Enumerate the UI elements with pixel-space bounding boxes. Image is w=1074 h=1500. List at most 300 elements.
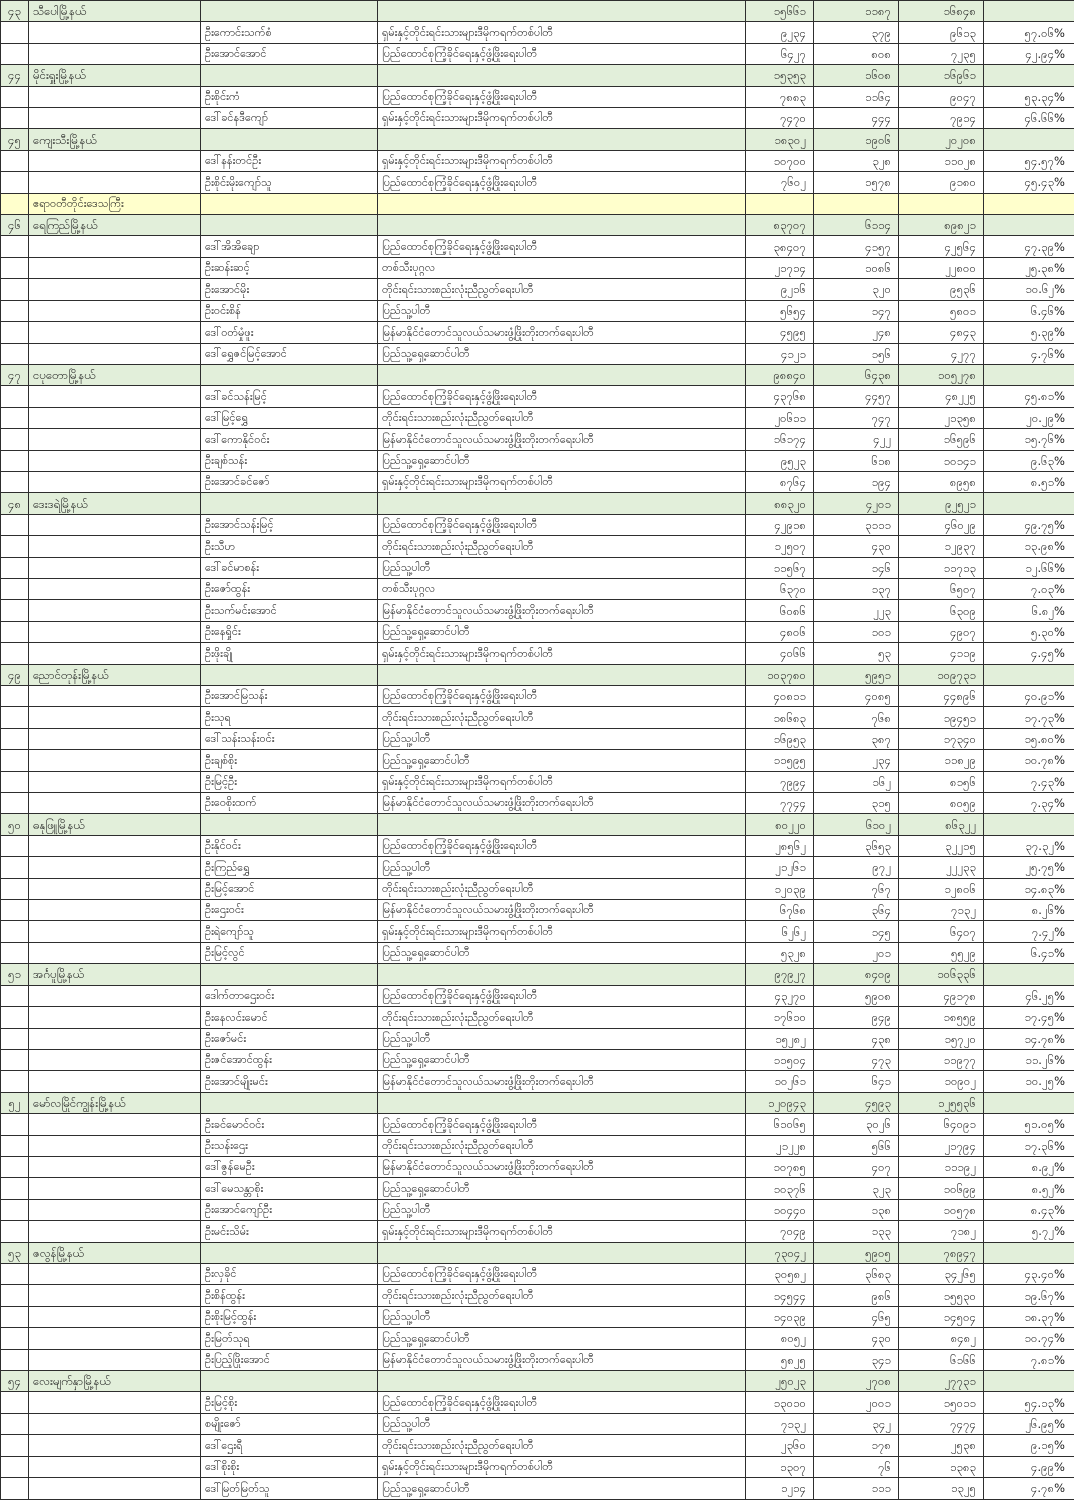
candidate-row xyxy=(1,43,1074,64)
township-name-cell: ဒေးဒရဲမြို့နယ် xyxy=(29,493,201,514)
candidate-row xyxy=(1,707,1074,728)
candidate-votes-station-cell: ၄၀၇ xyxy=(814,1156,899,1177)
candidate-votes-advance-cell: ၁၄၅၄၄ xyxy=(746,1285,814,1306)
party-name-cell: ရှမ်းနှင့်တိုင်းရင်းသားများဒီမိုကရက်တစ်ပါတီ xyxy=(378,1221,746,1242)
empty-cell xyxy=(29,1478,201,1500)
candidate-name-cell: ဦးစိုင်းမိုးကျော်သူ xyxy=(201,172,378,193)
empty-cell xyxy=(1,1178,29,1199)
candidate-votes-total-cell: ၁၀၆၉၉ xyxy=(899,1178,984,1199)
candidate-row xyxy=(1,1135,1074,1156)
candidate-votes-total-cell: ၉၆၁၃ xyxy=(899,22,984,43)
candidate-votes-advance-cell: ၆၀၈၆ xyxy=(746,600,814,621)
candidate-percent-cell: ၁၀.၇၈% xyxy=(984,750,1074,771)
candidate-votes-total-cell: ၈၄၈၂ xyxy=(899,1328,984,1349)
township-votes-station-cell: ၄၅၉၃ xyxy=(814,1092,899,1113)
township-votes-advance-cell: ၂၅၀၂၃ xyxy=(746,1371,814,1392)
candidate-votes-advance-cell: ၂၀၆၁၁ xyxy=(746,407,814,428)
candidate-votes-total-cell: ၁၅၇၂၀ xyxy=(899,1028,984,1049)
candidate-votes-advance-cell: ၆၁၀၆၅ xyxy=(746,1114,814,1135)
candidate-row xyxy=(1,386,1074,407)
candidate-votes-station-cell: ၃၁၁၁ xyxy=(814,514,899,535)
candidate-votes-advance-cell: ၃၈၄၀၇ xyxy=(746,236,814,257)
empty-cell xyxy=(984,129,1074,150)
candidate-votes-total-cell: ၇၁၃၂ xyxy=(899,900,984,921)
party-name-cell: ပြည်သူ့ရှေ့ဆောင်ပါတီ xyxy=(378,942,746,963)
candidate-votes-advance-cell: ၁၁၅၉၅ xyxy=(746,750,814,771)
candidate-votes-advance-cell: ၆၄၂၇ xyxy=(746,43,814,64)
township-name-cell: အင်္ဂပူမြို့နယ် xyxy=(29,964,201,985)
empty-cell xyxy=(29,450,201,471)
empty-cell xyxy=(29,1199,201,1220)
candidate-row xyxy=(1,857,1074,878)
candidate-votes-total-cell: ၁၀၉၀၂ xyxy=(899,1071,984,1092)
empty-cell xyxy=(1,1478,29,1500)
candidate-percent-cell: ၁၅.၈၀% xyxy=(984,728,1074,749)
candidate-percent-cell: ၄၆.၆၆% xyxy=(984,108,1074,129)
party-name-cell: ပြည်ထောင်စုကြံ့ခိုင်ရေးနှင့်ဖွံ့ဖြိုးရေးပါတီ xyxy=(378,835,746,856)
candidate-percent-cell: ၅၄.၁၃% xyxy=(984,1392,1074,1413)
empty-cell xyxy=(1,921,29,942)
candidate-name-cell: ဒေါ်နန်းတင်ဦး xyxy=(201,150,378,171)
candidate-row xyxy=(1,921,1074,942)
candidate-votes-total-cell: ၁၀၅၇၈ xyxy=(899,1199,984,1220)
candidate-percent-cell: ၇.၄၂% xyxy=(984,921,1074,942)
township-header-row xyxy=(1,129,1074,150)
party-name-cell: ပြည်သူ့ရှေ့ဆောင်ပါတီ xyxy=(378,1478,746,1500)
candidate-row xyxy=(1,750,1074,771)
candidate-votes-total-cell: ၈၁၅၆ xyxy=(899,771,984,792)
township-header-row xyxy=(1,65,1074,86)
candidate-name-cell: ဒေါ်မေသန္တာစိုး xyxy=(201,1178,378,1199)
empty-cell xyxy=(29,1071,201,1092)
empty-cell xyxy=(1,771,29,792)
candidate-votes-total-cell: ၄၂၇၇ xyxy=(899,343,984,364)
candidate-name-cell: ဦးဇော်မင်း xyxy=(201,1028,378,1049)
township-votes-total-cell: ၁၂၅၅၃၆ xyxy=(899,1092,984,1113)
candidate-percent-cell: ၅.၃၀% xyxy=(984,621,1074,642)
candidate-row xyxy=(1,1221,1074,1242)
empty-cell xyxy=(29,322,201,343)
candidate-row xyxy=(1,686,1074,707)
candidate-name-cell: ဦးလှခိုင် xyxy=(201,1263,378,1284)
party-name-cell: ပြည်သူ့ရှေ့ဆောင်ပါတီ xyxy=(378,750,746,771)
empty-cell xyxy=(984,493,1074,514)
candidate-percent-cell: ၇.၀၃% xyxy=(984,578,1074,599)
township-name-cell: ညောင်တုန်းမြို့နယ် xyxy=(29,664,201,685)
empty-cell xyxy=(29,557,201,578)
party-name-cell: ပြည်ထောင်စုကြံ့ခိုင်ရေးနှင့်ဖွံ့ဖြိုးရေးပါတီ xyxy=(378,985,746,1006)
candidate-row xyxy=(1,1306,1074,1327)
candidate-votes-station-cell: ၃၂၃ xyxy=(814,1178,899,1199)
township-votes-station-cell: ၁၆၀၈ xyxy=(814,65,899,86)
candidate-votes-advance-cell: ၄၈၀၆ xyxy=(746,621,814,642)
candidate-votes-station-cell: ၃၂၈ xyxy=(814,150,899,171)
party-name-cell: ပြည်ထောင်စုကြံ့ခိုင်ရေးနှင့်ဖွံ့ဖြိုးရေးပါတီ xyxy=(378,172,746,193)
candidate-votes-station-cell: ၇၆၇ xyxy=(814,878,899,899)
party-name-cell: ရှမ်းနှင့်တိုင်းရင်းသားများဒီမိုကရက်တစ်ပါတီ xyxy=(378,108,746,129)
candidate-name-cell: ဦးအောင်မျိုးမင်း xyxy=(201,1071,378,1092)
candidate-votes-total-cell: ၅၅၂၉ xyxy=(899,942,984,963)
candidate-votes-advance-cell: ၁၁၅၆၇ xyxy=(746,557,814,578)
empty-cell xyxy=(29,750,201,771)
party-name-cell: ရှမ်းနှင့်တိုင်းရင်းသားများဒီမိုကရက်တစ်ပါတီ xyxy=(378,643,746,664)
candidate-name-cell: ဦးဝေစိုးထက် xyxy=(201,793,378,814)
candidate-votes-advance-cell: ၃၀၅၈၂ xyxy=(746,1263,814,1284)
candidate-votes-advance-cell: ၁၀၇၀၀ xyxy=(746,150,814,171)
candidate-votes-total-cell: ၁၅၀၁၁ xyxy=(899,1392,984,1413)
party-name-cell: တိုင်းရင်းသားစည်းလုံးညီညွတ်ရေးပါတီ xyxy=(378,1135,746,1156)
township-votes-advance-cell: ၈၈၃၂၀ xyxy=(746,493,814,514)
empty-cell xyxy=(1,600,29,621)
candidate-votes-advance-cell: ၂၃၆၀ xyxy=(746,1435,814,1456)
candidate-row xyxy=(1,1392,1074,1413)
empty-cell xyxy=(29,985,201,1006)
candidate-votes-advance-cell: ၉၂၁၆ xyxy=(746,279,814,300)
candidate-percent-cell: ၁၀.၇၄% xyxy=(984,1328,1074,1349)
empty-cell xyxy=(1,985,29,1006)
township-votes-advance-cell: ၈၃၇၀၇ xyxy=(746,215,814,236)
empty-cell xyxy=(29,707,201,728)
empty-cell xyxy=(29,257,201,278)
candidate-name-cell: ဦးသန်းဌေး xyxy=(201,1135,378,1156)
empty-cell xyxy=(1,728,29,749)
candidate-percent-cell: ၅.၃၉% xyxy=(984,322,1074,343)
candidate-votes-station-cell: ၃၁၅ xyxy=(814,793,899,814)
empty-cell xyxy=(1,1328,29,1349)
candidate-name-cell: ဦးမြင့်ဦး xyxy=(201,771,378,792)
candidate-votes-total-cell: ၅၈၀၁ xyxy=(899,300,984,321)
candidate-name-cell: ဒေါ်ဝတ်မှုံဖူး xyxy=(201,322,378,343)
party-name-cell: မြန်မာနိုင်ငံတောင်သူလယ်သမားဖွံ့ဖြိုးတိုးတက်ရေးပါတီ xyxy=(378,1156,746,1177)
candidate-votes-total-cell: ၄၁၁၉ xyxy=(899,643,984,664)
township-votes-station-cell: ၁၁၈၇ xyxy=(814,1,899,22)
candidate-votes-station-cell: ၃၆၈၃ xyxy=(814,1263,899,1284)
empty-cell xyxy=(29,1221,201,1242)
candidate-votes-total-cell: ၁၆၅၉၆ xyxy=(899,429,984,450)
empty-cell xyxy=(1,343,29,364)
township-name-cell: ရေကြည်မြို့နယ် xyxy=(29,215,201,236)
empty-cell xyxy=(1,1306,29,1327)
township-votes-advance-cell: ၁၈၃၀၂ xyxy=(746,129,814,150)
candidate-percent-cell: ၅၇.၀၆% xyxy=(984,22,1074,43)
candidate-percent-cell: ၁၉.၆၇% xyxy=(984,1285,1074,1306)
party-name-cell: ပြည်ထောင်စုကြံ့ခိုင်ရေးနှင့်ဖွံ့ဖြိုးရေးပါတီ xyxy=(378,236,746,257)
serial-number-cell: ၄၆ xyxy=(1,215,29,236)
candidate-votes-station-cell: ၂၀၀၁ xyxy=(814,1392,899,1413)
candidate-row xyxy=(1,236,1074,257)
candidate-votes-total-cell: ၄၈၂၂၅ xyxy=(899,386,984,407)
candidate-votes-station-cell: ၅၆၆ xyxy=(814,1135,899,1156)
candidate-votes-station-cell: ၄၃၈ xyxy=(814,1028,899,1049)
candidate-votes-total-cell: ၉၁၈၀ xyxy=(899,172,984,193)
candidate-percent-cell: ၁၀.၂၅% xyxy=(984,1071,1074,1092)
candidate-row xyxy=(1,793,1074,814)
candidate-votes-station-cell: ၃၆၄ xyxy=(814,900,899,921)
candidate-votes-station-cell: ၁၉၄ xyxy=(814,471,899,492)
candidate-name-cell: ဦးအောင်သန်းမြင့် xyxy=(201,514,378,535)
candidate-votes-station-cell: ၁၇၈ xyxy=(814,1435,899,1456)
township-header-row xyxy=(1,1371,1074,1392)
party-name-cell: ပြည်သူ့ရှေ့ဆောင်ပါတီ xyxy=(378,450,746,471)
serial-number-cell: ၅၁ xyxy=(1,964,29,985)
candidate-name-cell: ဦးမင်းသိမ်း xyxy=(201,1221,378,1242)
empty-cell xyxy=(1,578,29,599)
empty-cell xyxy=(1,1114,29,1135)
empty-cell xyxy=(1,450,29,471)
candidate-votes-total-cell: ၃၄၂၆၅ xyxy=(899,1263,984,1284)
candidate-name-cell: ဦးပြည့်ဖြိုးအောင် xyxy=(201,1349,378,1370)
candidate-row xyxy=(1,942,1074,963)
candidate-percent-cell: ၁၅.၇၆% xyxy=(984,429,1074,450)
candidate-percent-cell: ၁၇.၄၅% xyxy=(984,1007,1074,1028)
township-name-cell: ဓနုဖြူမြို့နယ် xyxy=(29,814,201,835)
party-name-cell: တစ်သီးပုဂ္ဂလ xyxy=(378,257,746,278)
empty-cell xyxy=(1,407,29,428)
empty-cell xyxy=(29,343,201,364)
candidate-votes-advance-cell: ၇၄၇၀ xyxy=(746,108,814,129)
candidate-row xyxy=(1,108,1074,129)
candidate-row xyxy=(1,1456,1074,1477)
candidate-row xyxy=(1,771,1074,792)
candidate-votes-total-cell: ၁၁၉၇၇ xyxy=(899,1049,984,1070)
empty-cell xyxy=(984,364,1074,385)
empty-cell xyxy=(1,643,29,664)
party-name-cell: ရှမ်းနှင့်တိုင်းရင်းသားများဒီမိုကရက်တစ်ပါတီ xyxy=(378,471,746,492)
empty-cell xyxy=(1,1221,29,1242)
empty-cell xyxy=(201,129,378,150)
candidate-votes-total-cell: ၄၉၀၇ xyxy=(899,621,984,642)
candidate-percent-cell: ၂၅.၃၈% xyxy=(984,257,1074,278)
candidate-percent-cell: ၄၂.၉၄% xyxy=(984,43,1074,64)
candidate-name-cell: ဦးနိုင်ဝင်း xyxy=(201,835,378,856)
empty-cell xyxy=(1,1263,29,1284)
township-name-cell: မိုင်းရှူးမြို့နယ် xyxy=(29,65,201,86)
candidate-votes-advance-cell: ၆၂၆၂ xyxy=(746,921,814,942)
party-name-cell: ပြည်သူ့ပါတီ xyxy=(378,1199,746,1220)
empty-cell xyxy=(1,471,29,492)
empty-cell xyxy=(1,750,29,771)
candidate-votes-station-cell: ၂၀၁ xyxy=(814,942,899,963)
empty-cell xyxy=(378,664,746,685)
empty-cell xyxy=(378,814,746,835)
township-votes-station-cell: ၅၉၅၁ xyxy=(814,664,899,685)
region-name-cell: ဧရာဝတီတိုင်းဒေသကြီး xyxy=(29,193,201,214)
candidate-name-cell: ဦးစိန်ထွန်း xyxy=(201,1285,378,1306)
candidate-row xyxy=(1,1478,1074,1500)
candidate-percent-cell: ၄၀.၉၁% xyxy=(984,686,1074,707)
candidate-percent-cell: ၄၉.၇၅% xyxy=(984,514,1074,535)
candidate-name-cell: ဦးဇင်အောင်ထွန်း xyxy=(201,1049,378,1070)
township-votes-advance-cell: ၁၅၃၅၃ xyxy=(746,65,814,86)
empty-cell xyxy=(1,857,29,878)
empty-cell xyxy=(1,1007,29,1028)
empty-cell xyxy=(1,236,29,257)
empty-cell xyxy=(29,771,201,792)
empty-cell xyxy=(1,1456,29,1477)
candidate-votes-station-cell: ၁၁၁ xyxy=(814,1478,899,1500)
candidate-votes-station-cell: ၉၄၉ xyxy=(814,1007,899,1028)
candidate-votes-total-cell: ၁၁၈၂၉ xyxy=(899,750,984,771)
candidate-name-cell: ဦးနေရှိုင်း xyxy=(201,621,378,642)
candidate-votes-station-cell: ၄၃၀ xyxy=(814,1328,899,1349)
township-votes-station-cell: ၈၄၀၉ xyxy=(814,964,899,985)
empty-cell xyxy=(378,65,746,86)
empty-cell xyxy=(29,108,201,129)
serial-number-cell: ၅၄ xyxy=(1,1371,29,1392)
candidate-votes-station-cell: ၄၇၃ xyxy=(814,1049,899,1070)
empty-cell xyxy=(29,1413,201,1434)
party-name-cell: ပြည်ထောင်စုကြံ့ခိုင်ရေးနှင့်ဖွံ့ဖြိုးရေးပါတီ xyxy=(378,1392,746,1413)
empty-cell xyxy=(1,1285,29,1306)
candidate-name-cell: ဒေါ်စိုးစိုး xyxy=(201,1456,378,1477)
township-name-cell: လေးမျက်နှာမြို့နယ် xyxy=(29,1371,201,1392)
candidate-percent-cell: ၄.၇၈% xyxy=(984,1478,1074,1500)
candidate-votes-advance-cell: ၉၂၃၄ xyxy=(746,22,814,43)
candidate-percent-cell: ၆.၈၂% xyxy=(984,600,1074,621)
empty-cell xyxy=(29,386,201,407)
candidate-row xyxy=(1,578,1074,599)
candidate-percent-cell: ၇.၈၁% xyxy=(984,1349,1074,1370)
party-name-cell: ပြည်ထောင်စုကြံ့ခိုင်ရေးနှင့်ဖွံ့ဖြိုးရေးပါတီ xyxy=(378,386,746,407)
empty-cell xyxy=(1,322,29,343)
candidate-votes-total-cell: ၇၂၃၅ xyxy=(899,43,984,64)
party-name-cell: တိုင်းရင်းသားစည်းလုံးညီညွတ်ရေးပါတီ xyxy=(378,1007,746,1028)
candidate-votes-station-cell: ၁၅၇၈ xyxy=(814,172,899,193)
candidate-votes-total-cell: ၁၃၈၃ xyxy=(899,1456,984,1477)
empty-cell xyxy=(29,1135,201,1156)
empty-cell xyxy=(1,1071,29,1092)
candidate-row xyxy=(1,279,1074,300)
candidate-votes-advance-cell: ၁၀၂၆၁ xyxy=(746,1071,814,1092)
candidate-votes-station-cell: ၁၁၆၄ xyxy=(814,86,899,107)
candidate-votes-total-cell: ၁၄၅၀၄ xyxy=(899,1306,984,1327)
serial-number-cell: ၄၅ xyxy=(1,129,29,150)
empty-cell xyxy=(1,1392,29,1413)
township-votes-advance-cell: ၉၇၉၂၇ xyxy=(746,964,814,985)
candidate-votes-total-cell: ၁၅၅၃၀ xyxy=(899,1285,984,1306)
candidate-name-cell: ဦးမြင့်လွင် xyxy=(201,942,378,963)
empty-cell xyxy=(29,536,201,557)
township-header-row xyxy=(1,364,1074,385)
candidate-votes-total-cell: ၁၃၂၅ xyxy=(899,1478,984,1500)
candidate-percent-cell: ၂၆.၉၅% xyxy=(984,1413,1074,1434)
candidate-votes-total-cell: ၁၁၇၁၃ xyxy=(899,557,984,578)
candidate-row xyxy=(1,1263,1074,1284)
candidate-percent-cell: ၈.၂၆% xyxy=(984,900,1074,921)
candidate-row xyxy=(1,1349,1074,1370)
candidate-name-cell: ဒေါ်ခင်မာစန်း xyxy=(201,557,378,578)
empty-cell xyxy=(201,1,378,22)
party-name-cell: တိုင်းရင်းသားစည်းလုံးညီညွတ်ရေးပါတီ xyxy=(378,279,746,300)
empty-cell xyxy=(1,707,29,728)
candidate-votes-station-cell: ၄၀၈၅ xyxy=(814,686,899,707)
candidate-percent-cell: ၁၃.၉၈% xyxy=(984,536,1074,557)
candidate-votes-advance-cell: ၁၀၃၇၆ xyxy=(746,1178,814,1199)
candidate-row xyxy=(1,1114,1074,1135)
candidate-row xyxy=(1,86,1074,107)
candidate-votes-total-cell: ၁၁၀၂၈ xyxy=(899,150,984,171)
candidate-name-cell: ဦးချစ်စိုး xyxy=(201,750,378,771)
empty-cell xyxy=(746,193,814,214)
candidate-percent-cell: ၄.၉၉% xyxy=(984,1456,1074,1477)
empty-cell xyxy=(29,236,201,257)
empty-cell xyxy=(29,300,201,321)
candidate-percent-cell: ၁၄.၇၈% xyxy=(984,1028,1074,1049)
candidate-votes-advance-cell: ၇၈၈၃ xyxy=(746,86,814,107)
candidate-votes-station-cell: ၄၄၅၇ xyxy=(814,386,899,407)
candidate-name-cell: ဦးအောင်မိုး xyxy=(201,279,378,300)
township-name-cell: ဇလွန်မြို့နယ် xyxy=(29,1242,201,1263)
candidate-percent-cell: ၅၃.၃၄% xyxy=(984,86,1074,107)
empty-cell xyxy=(899,193,984,214)
party-name-cell: တိုင်းရင်းသားစည်းလုံးညီညွတ်ရေးပါတီ xyxy=(378,1435,746,1456)
candidate-votes-advance-cell: ၁၂၁၄ xyxy=(746,1478,814,1500)
empty-cell xyxy=(29,728,201,749)
candidate-votes-station-cell: ၇၆၈ xyxy=(814,707,899,728)
township-votes-total-cell: ၁၀၉၇၃၁ xyxy=(899,664,984,685)
empty-cell xyxy=(201,193,378,214)
candidate-votes-station-cell: ၉၇၂ xyxy=(814,857,899,878)
township-header-row xyxy=(1,215,1074,236)
empty-cell xyxy=(201,215,378,236)
candidate-votes-station-cell: ၁၄၇ xyxy=(814,300,899,321)
empty-cell xyxy=(29,600,201,621)
empty-cell xyxy=(984,1371,1074,1392)
candidate-row xyxy=(1,343,1074,364)
candidate-votes-total-cell: ၆၅၀၇ xyxy=(899,578,984,599)
candidate-votes-station-cell: ၃၆၅၃ xyxy=(814,835,899,856)
empty-cell xyxy=(378,129,746,150)
empty-cell xyxy=(1,86,29,107)
township-name-cell: သီပေါမြို့နယ် xyxy=(29,1,201,22)
candidate-percent-cell: ၁၀.၆၂% xyxy=(984,279,1074,300)
candidate-votes-advance-cell: ၄၂၉၁၈ xyxy=(746,514,814,535)
candidate-votes-advance-cell: ၄၃၂၇၀ xyxy=(746,985,814,1006)
empty-cell xyxy=(29,1285,201,1306)
township-votes-advance-cell: ၈၀၂၂၀ xyxy=(746,814,814,835)
candidate-votes-advance-cell: ၁၁၅၀၄ xyxy=(746,1049,814,1070)
empty-cell xyxy=(1,1135,29,1156)
candidate-name-cell: ဒေါ်ကောနိုင်ဝင်း xyxy=(201,429,378,450)
candidate-votes-advance-cell: ၁၇၆၁၀ xyxy=(746,1007,814,1028)
empty-cell xyxy=(29,793,201,814)
township-votes-advance-cell: ၇၃၀၄၂ xyxy=(746,1242,814,1263)
candidate-votes-total-cell: ၂၁၃၅၈ xyxy=(899,407,984,428)
candidate-row xyxy=(1,1028,1074,1049)
candidate-votes-total-cell: ၆၃၀၉ xyxy=(899,600,984,621)
township-votes-total-cell: ၂၀၂၀၈ xyxy=(899,129,984,150)
candidate-votes-total-cell: ၁၈၅၅၉ xyxy=(899,1007,984,1028)
candidate-votes-station-cell: ၄၃၀ xyxy=(814,536,899,557)
candidate-name-cell: ဦးမြင့်စိုး xyxy=(201,1392,378,1413)
candidate-row xyxy=(1,429,1074,450)
candidate-votes-advance-cell: ၁၈၆၈၃ xyxy=(746,707,814,728)
candidate-row xyxy=(1,557,1074,578)
candidate-name-cell: ဒေါ်ဇွန်မေဦး xyxy=(201,1156,378,1177)
candidate-name-cell: ဦးချစ်သန်း xyxy=(201,450,378,471)
empty-cell xyxy=(1,793,29,814)
empty-cell xyxy=(29,1049,201,1070)
candidate-percent-cell: ၁၄.၈၃% xyxy=(984,878,1074,899)
empty-cell xyxy=(29,471,201,492)
empty-cell xyxy=(984,814,1074,835)
empty-cell xyxy=(984,1242,1074,1263)
empty-cell xyxy=(201,1092,378,1113)
party-name-cell: တစ်သီးပုဂ္ဂလ xyxy=(378,578,746,599)
township-votes-advance-cell: ၁၀၃၇၈၀ xyxy=(746,664,814,685)
empty-cell xyxy=(378,1371,746,1392)
candidate-percent-cell: ၅၄.၅၇% xyxy=(984,150,1074,171)
